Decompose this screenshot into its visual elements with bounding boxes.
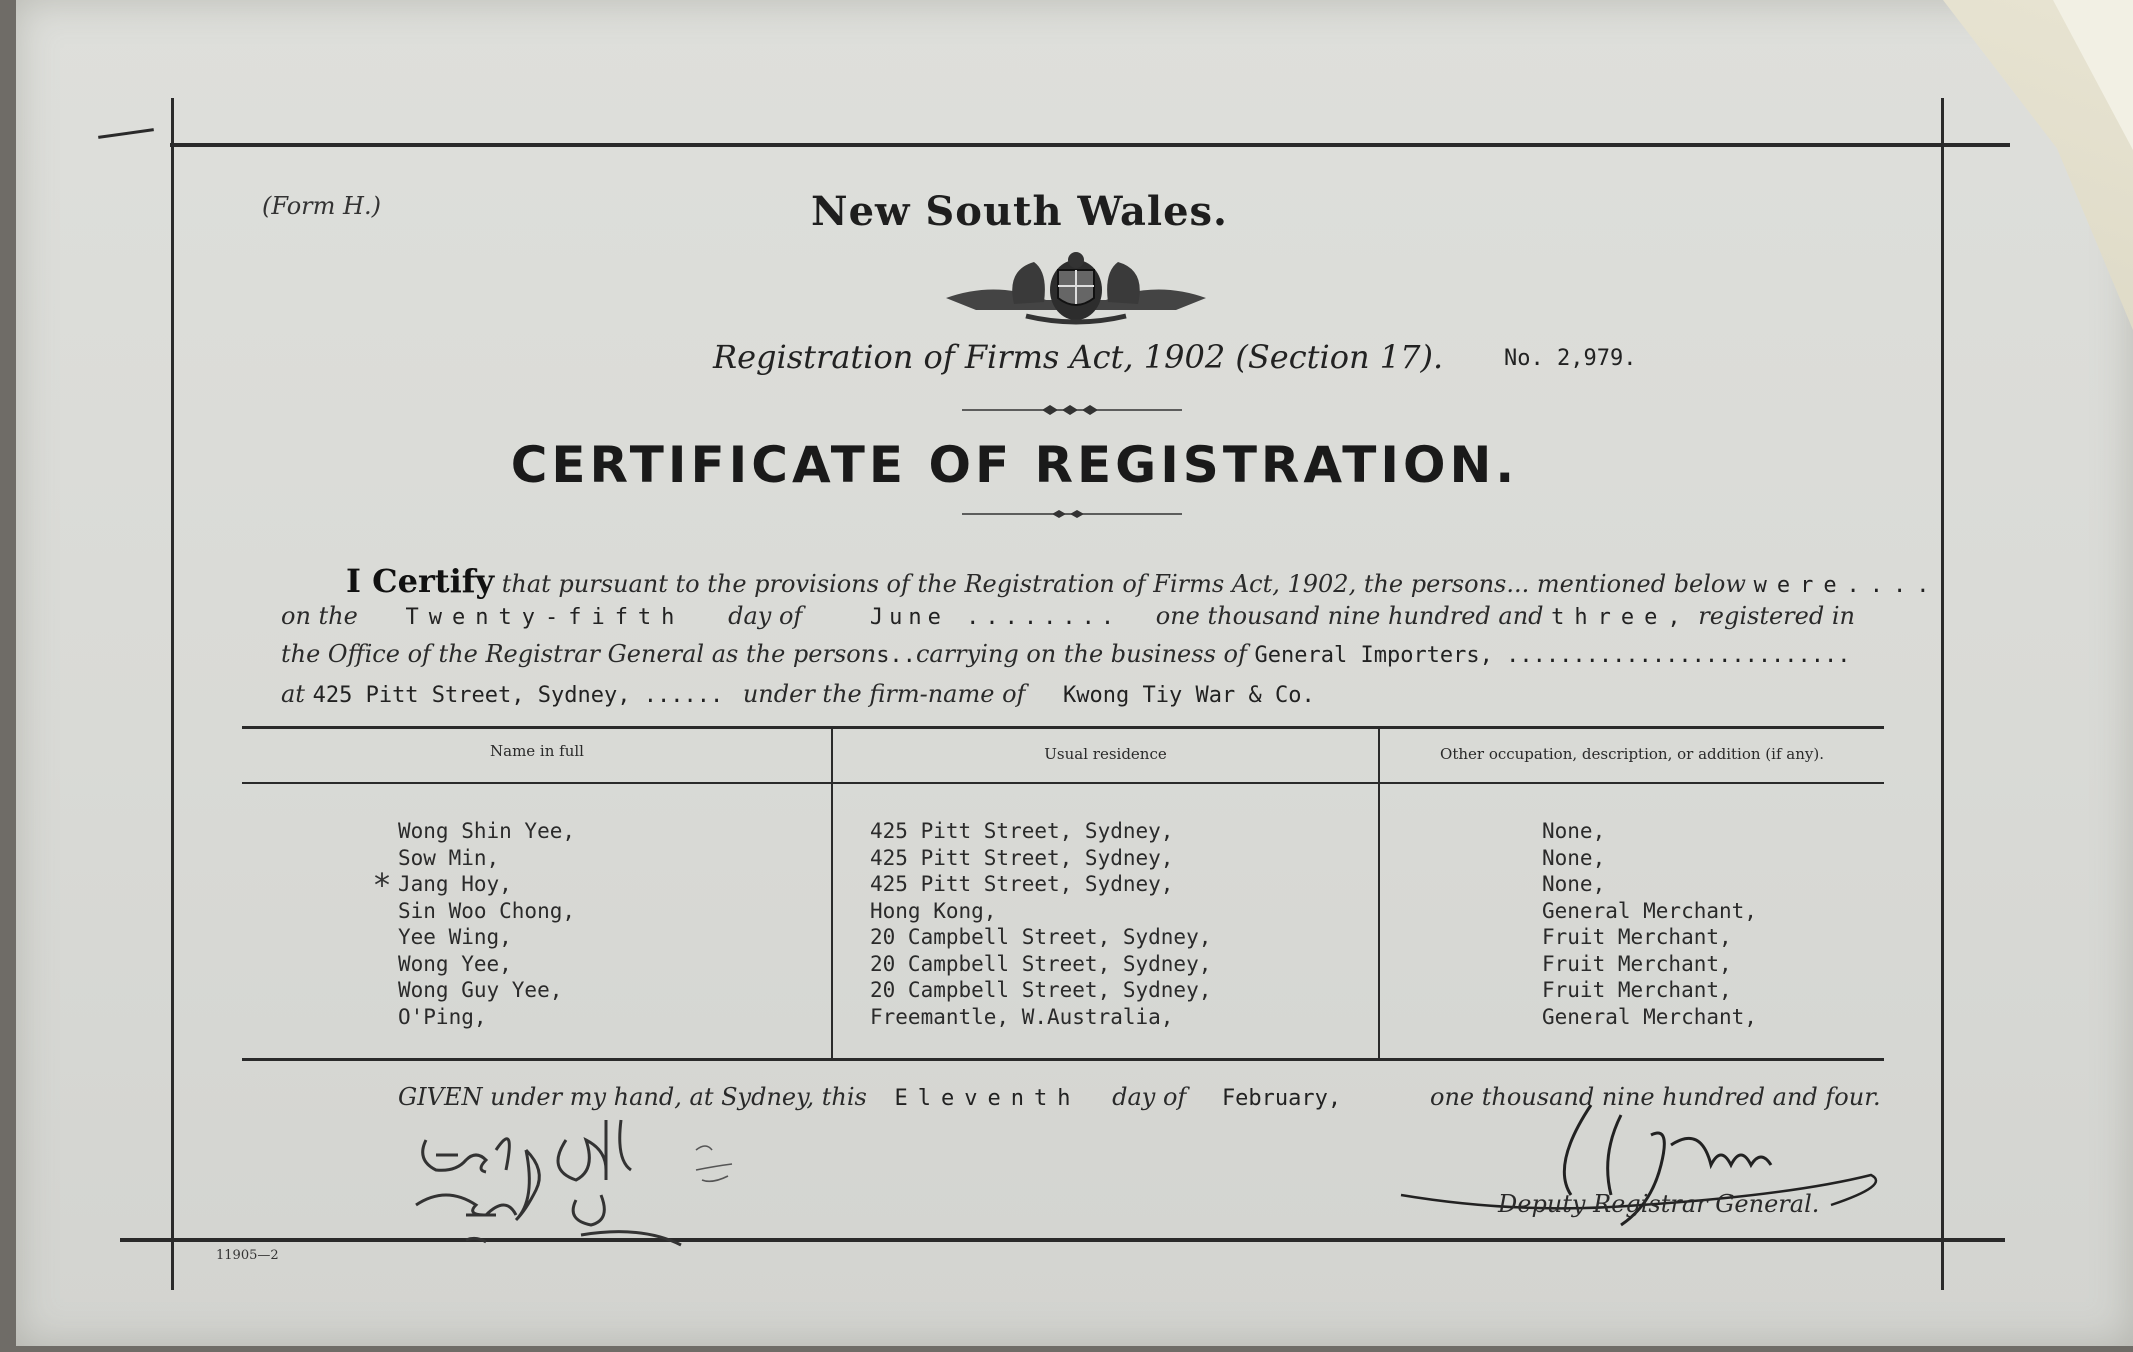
table-bottom-rule	[242, 1058, 1884, 1061]
table-header-rule	[242, 782, 1884, 784]
certificate-page	[16, 0, 2133, 1346]
were-fill: were....	[1753, 573, 1940, 598]
certify-line-1: I Certify that pursuant to the provisions of the Registration of Firms Act, 1902, the persons... mentioned below were....	[346, 562, 1940, 600]
given-month-fill: February,	[1221, 1086, 1342, 1111]
table-col-divider-2	[1378, 728, 1380, 1060]
act-reference: Registration of Firms Act, 1902 (Section 17).	[713, 338, 1444, 376]
header-name: Name in full	[490, 742, 584, 760]
year-fill: three,	[1551, 605, 1691, 630]
coat-of-arms-icon	[936, 250, 1216, 330]
table-top-rule	[242, 726, 1884, 729]
certify-lead: I Certify	[346, 562, 495, 600]
list-item: Wong Yee,	[398, 951, 512, 976]
list-item: Sin Woo Chong,	[398, 898, 576, 923]
list-item: Jang Hoy,	[398, 872, 512, 896]
bottom-border-rule	[120, 1238, 2005, 1242]
form-code: 11905—2	[216, 1248, 279, 1263]
given-line: GIVEN under my hand, at Sydney, this Eleventh day of February,	[398, 1083, 1342, 1111]
header-residence: Usual residence	[1044, 745, 1167, 763]
occupations-column	[1542, 818, 1757, 1030]
corner-mark	[98, 128, 154, 139]
list-item: Fruit Merchant,	[1542, 978, 1732, 1002]
given-day-fill: Eleventh	[894, 1086, 1081, 1111]
certificate-number: No. 2,979.	[1504, 346, 1637, 371]
residences-column	[870, 818, 1211, 1030]
list-item: Fruit Merchant,	[1542, 951, 1732, 976]
form-label: (Form H.)	[262, 192, 381, 220]
list-item: Fruit Merchant,	[1542, 925, 1732, 949]
ornament-divider-bottom	[962, 506, 1182, 522]
list-item: Freemantle, W.Australia,	[870, 1004, 1174, 1029]
list-item: General Merchant,	[1542, 898, 1757, 923]
list-item: 20 Campbell Street, Sydney,	[870, 951, 1212, 976]
list-item: Sow Min,	[398, 845, 500, 870]
list-item: 425 Pitt Street, Sydney,	[870, 872, 1174, 896]
firm-name-fill: Kwong Tiy War & Co.	[1063, 683, 1315, 708]
handwritten-notes-icon	[406, 1110, 766, 1250]
certify-line-2: on the Twenty-fifth day of June ........ one thousand nine hundred and three, registered in	[281, 602, 1855, 630]
header-occupation: Other occupation, description, or addition (if any).	[1440, 745, 1824, 763]
list-item: None,	[1542, 872, 1606, 896]
address-fill: 425 Pitt Street, Sydney, ......	[312, 683, 724, 708]
given-year: one thousand nine hundred and four.	[1430, 1083, 1881, 1111]
list-item: 425 Pitt Street, Sydney,	[870, 819, 1174, 843]
names-column	[398, 818, 575, 1030]
list-item: 425 Pitt Street, Sydney,	[870, 845, 1174, 870]
list-item: Yee Wing,	[398, 925, 512, 949]
list-item: Wong Guy Yee,	[398, 978, 563, 1002]
business-fill: General Importers, ..........................	[1254, 643, 1851, 668]
certify-line-3: the Office of the Registrar General as the persons..carrying on the business of General Importers, ..........................	[281, 640, 1851, 668]
certificate-title: CERTIFICATE OF REGISTRATION.	[510, 436, 1519, 494]
top-border-rule	[170, 143, 2010, 147]
table-col-divider-1	[831, 728, 833, 1060]
left-border-rule	[171, 98, 174, 1290]
list-item: General Merchant,	[1542, 1004, 1757, 1029]
right-border-rule	[1941, 98, 1944, 1290]
state-title: New South Wales.	[811, 188, 1228, 235]
list-item: Wong Shin Yee,	[398, 819, 576, 843]
day-fill: Twenty-fifth	[405, 605, 685, 630]
ornament-divider-top	[962, 402, 1182, 418]
certify-line-4: at 425 Pitt Street, Sydney, ...... under the firm-name of Kwong Tiy War & Co.	[281, 680, 1315, 708]
signatory-title: Deputy Registrar General.	[1498, 1190, 1820, 1218]
list-item: 20 Campbell Street, Sydney,	[870, 925, 1212, 949]
list-item: O'Ping,	[398, 1004, 487, 1029]
month-fill: June ........	[869, 605, 1121, 630]
list-item: 20 Campbell Street, Sydney,	[870, 978, 1212, 1002]
list-item: None,	[1542, 819, 1606, 843]
list-item: Hong Kong,	[870, 898, 997, 923]
list-item: None,	[1542, 845, 1606, 870]
asterisk-mark: *	[374, 866, 390, 904]
